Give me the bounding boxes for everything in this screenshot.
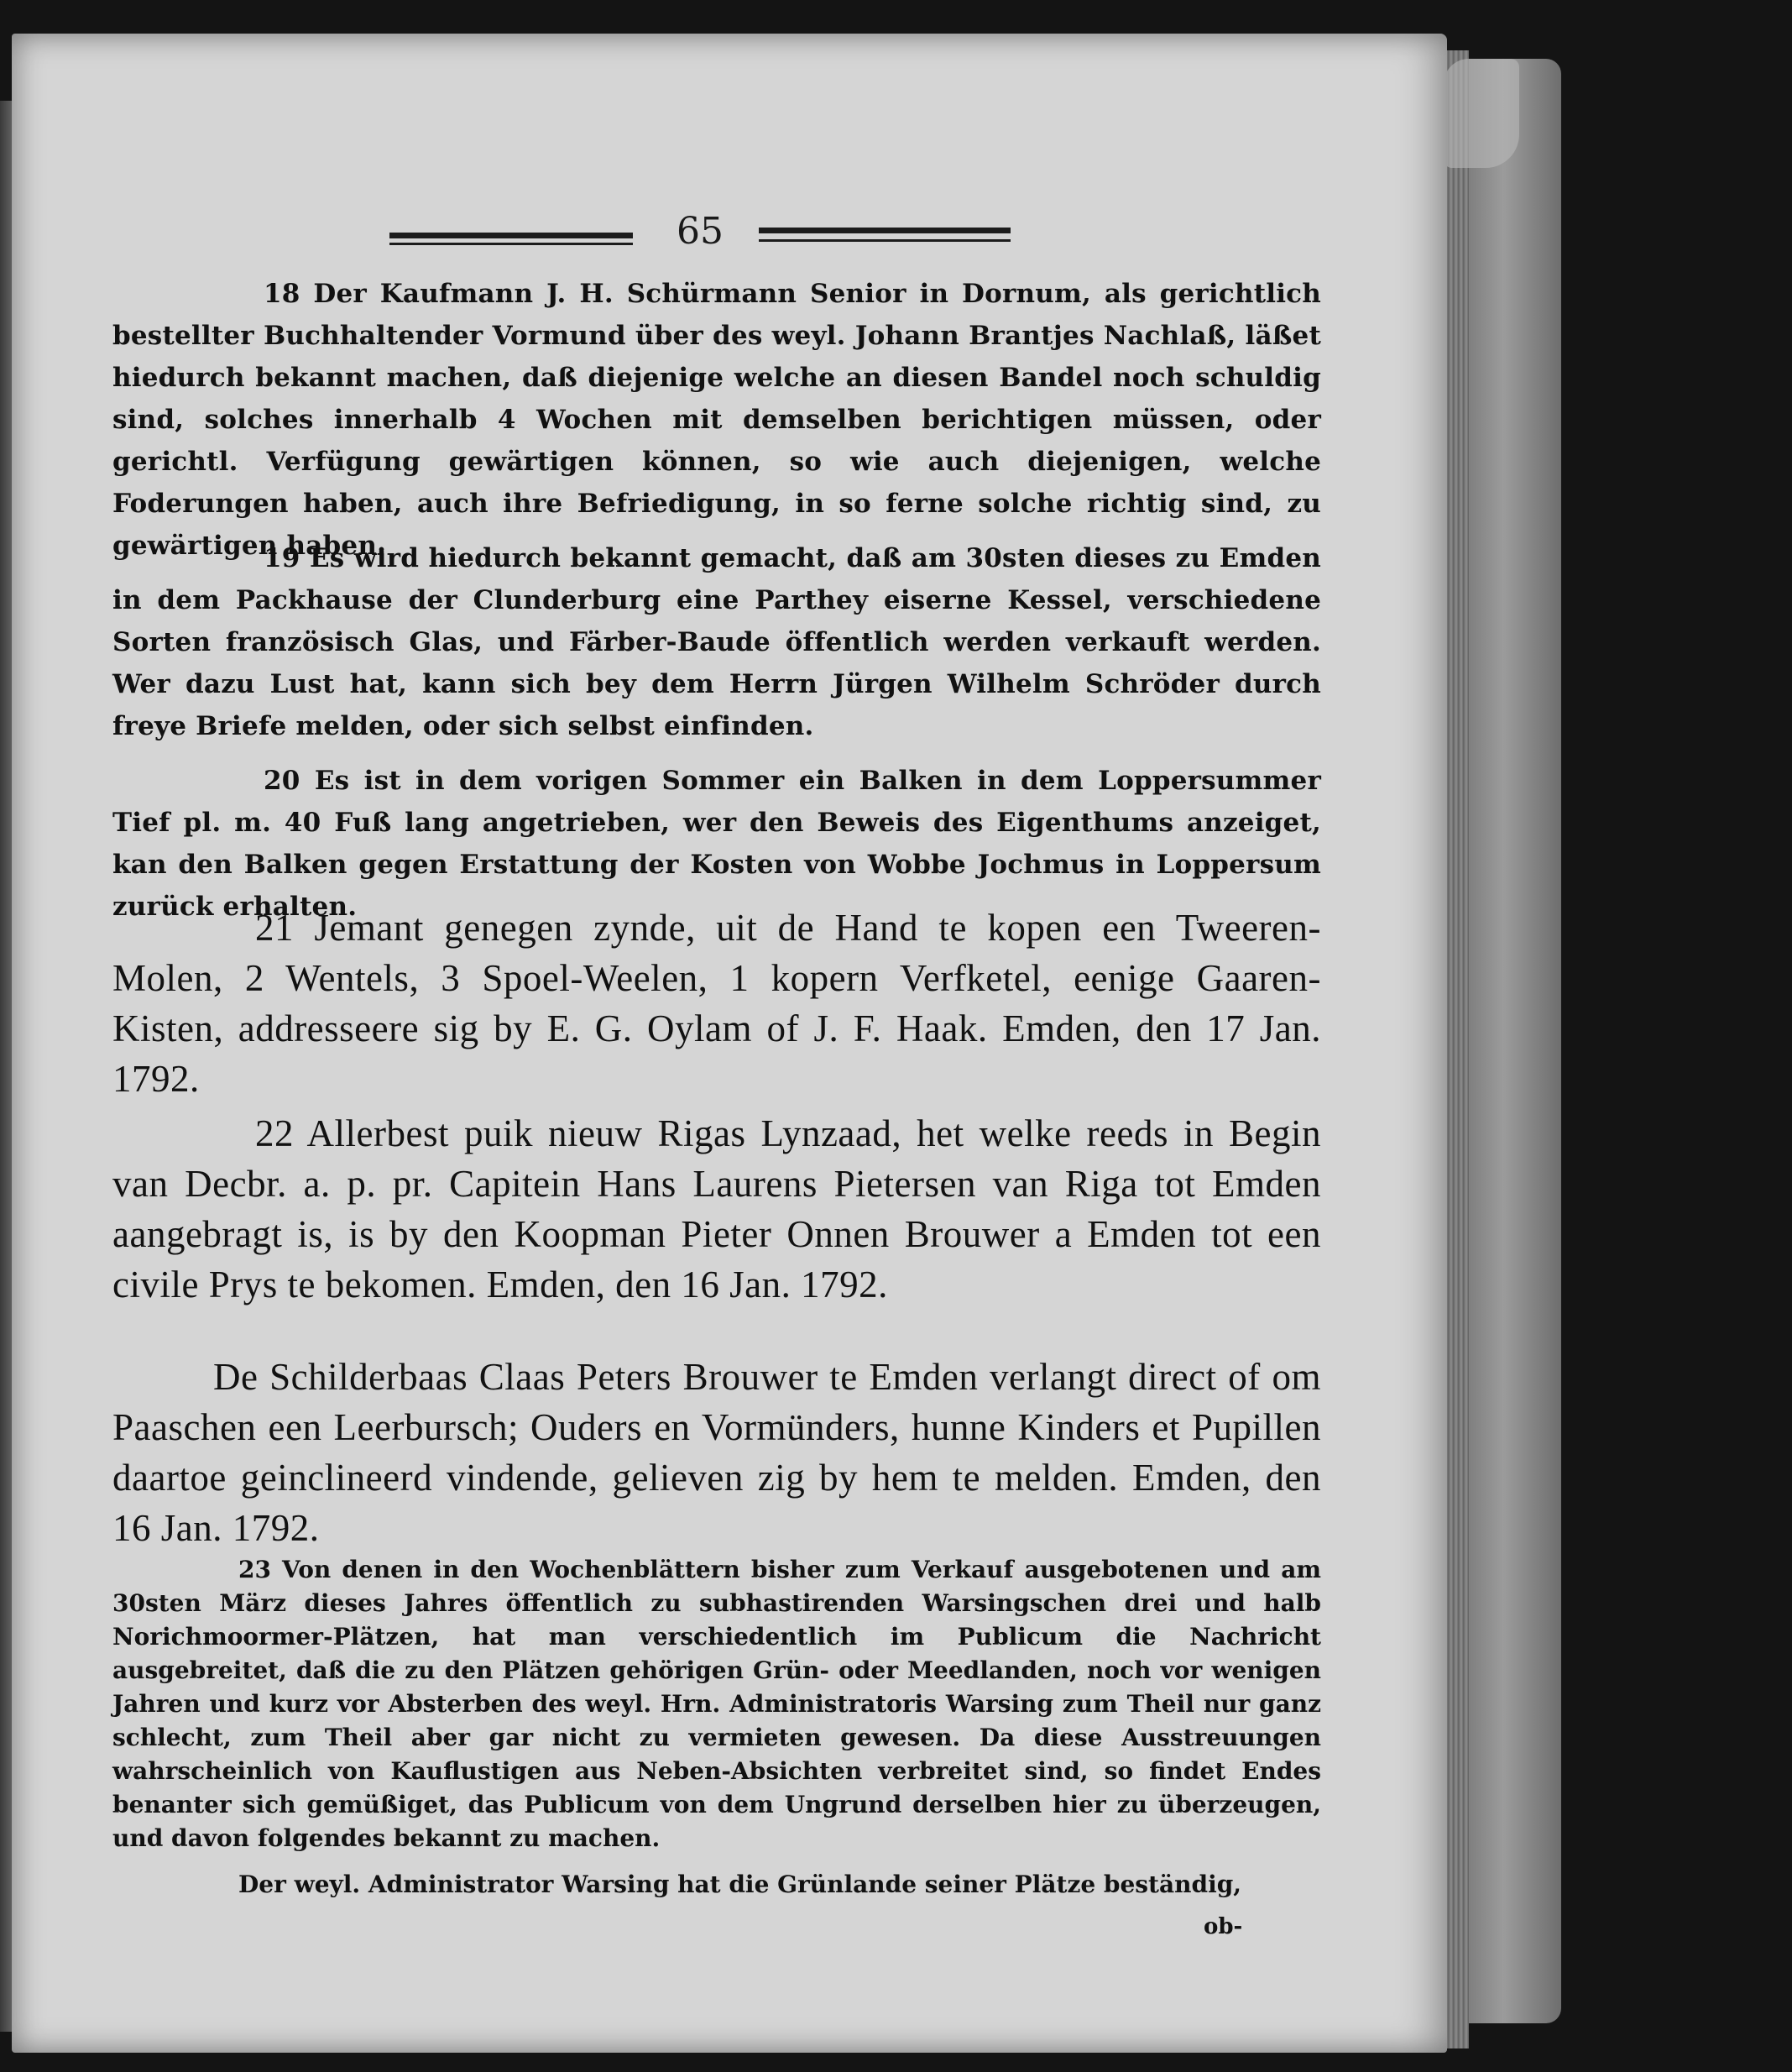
notice-text: 22 Allerbest puik nieuw Rigas Lynzaad, het welke reeds in Begin van Decbr. a. p. pr. Capitein Hans Laurens Pietersen van Riga tot Emden aangebragt is, is by den Koopman Pieter Onnen Brouwer a Emden tot een civile Prys te bekomen. Emden, den 16 Jan. 1792. <box>112 1112 1321 1305</box>
notice-text: 18 Der Kaufmann J. H. Schürmann Senior in Dornum, als gerichtlich bestellter Buchhaltender Vormund über des weyl. Johann Brantjes Nachlaß, läßet hiedurch bekannt machen, daß diejenige welche an diesen Bandel noch schuldig sind, solches innerhalb 4 Wochen mit demselben berichtigen müssen, oder gerichtl. Verfügung gewärtigen können, so wie auch diejenigen, welche Foderungen haben, auch ihre Befriedigung, in so ferne solche richtig sind, zu gewärtigen haben. <box>112 279 1321 561</box>
notice-text: 19 Es wird hiedurch bekannt gemacht, daß am 30sten dieses zu Emden in dem Packhause der Clunderburg eine Parthey eiserne Kessel, verschiedene Sorten französisch Glas, und Färber-Baude öffentlich werden verkauft werden. Wer dazu Lust hat, kann sich bey dem Herrn Jürgen Wilhelm Schröder durch freye Briefe melden, oder sich selbst einfinden. <box>112 543 1321 741</box>
header-rule-right <box>759 228 1011 233</box>
notice-text: Der weyl. Administrator Warsing hat die Grünlande seiner Plätze beständig, <box>238 1871 1242 1898</box>
header-rule-right-thin <box>759 239 1011 242</box>
notice-22 <box>112 1108 1321 1310</box>
notice-18 <box>112 273 1321 567</box>
page-header <box>381 206 1019 264</box>
notice-21 <box>112 903 1321 1104</box>
notice-19 <box>112 537 1321 747</box>
catchword: ob- <box>1204 1914 1243 1939</box>
header-rule-left <box>389 233 633 238</box>
notice-text: De Schilderbaas Claas Peters Brouwer te Emden verlangt direct of om Paaschen een Leerbursch; Ouders en Vormünders, hunne Kinders et Pupillen daartoe geinclineerd vindende, gelieven zig by hem te melden. Emden, den 16 Jan. 1792. <box>112 1356 1321 1549</box>
book-page <box>12 34 1447 2053</box>
page-number: 65 <box>677 210 724 253</box>
notice-23-continued <box>112 1868 1321 1902</box>
notice-schilderbaas <box>112 1352 1321 1553</box>
notice-text: 23 Von denen in den Wochenblättern bisher zum Verkauf ausgebotenen und am 30sten März dieses Jahres öffentlich zu subhastirenden Warsingschen drei und halb Norichmoormer-Plätzen, hat man verschiedentlich im Publicum die Nachricht ausgebreitet, daß die zu den Plätzen gehörigen Grün- oder Meedlanden, noch vor wenigen Jahren und kurz vor Absterben des weyl. Hrn. Administratoris Warsing zum Theil nur ganz schlecht, zum Theil aber gar nicht zu vermieten gewesen. Da diese Ausstreuungen wahrscheinlich von Kauflustigen aus Neben-Absichten verbreitet sind, so findet Endes benanter sich gemüßiget, das Publicum von dem Ungrund derselben hier zu überzeugen, und davon folgendes bekannt zu machen. <box>112 1556 1321 1852</box>
cover-wear <box>1444 59 1519 168</box>
book-cover <box>1465 59 1561 2023</box>
notice-text: 20 Es ist in dem vorigen Sommer ein Balken in dem Loppersummer Tief pl. m. 40 Fuß lang angetrieben, wer den Beweis des Eigenthums anzeiget, kan den Balken gegen Erstattung der Kosten von Wobbe Jochmus in Loppersum zurück erhalten. <box>112 766 1321 922</box>
notice-text: 21 Jemant genegen zynde, uit de Hand te kopen een Tweeren-Molen, 2 Wentels, 3 Spoel-Weelen, 1 kopern Verfketel, eenige Gaaren-Kisten, addresseere sig by E. G. Oylam of J. F. Haak. Emden, den 17 Jan. 1792. <box>112 907 1321 1100</box>
header-rule-left-thin <box>389 243 633 245</box>
notice-23 <box>112 1553 1321 1855</box>
